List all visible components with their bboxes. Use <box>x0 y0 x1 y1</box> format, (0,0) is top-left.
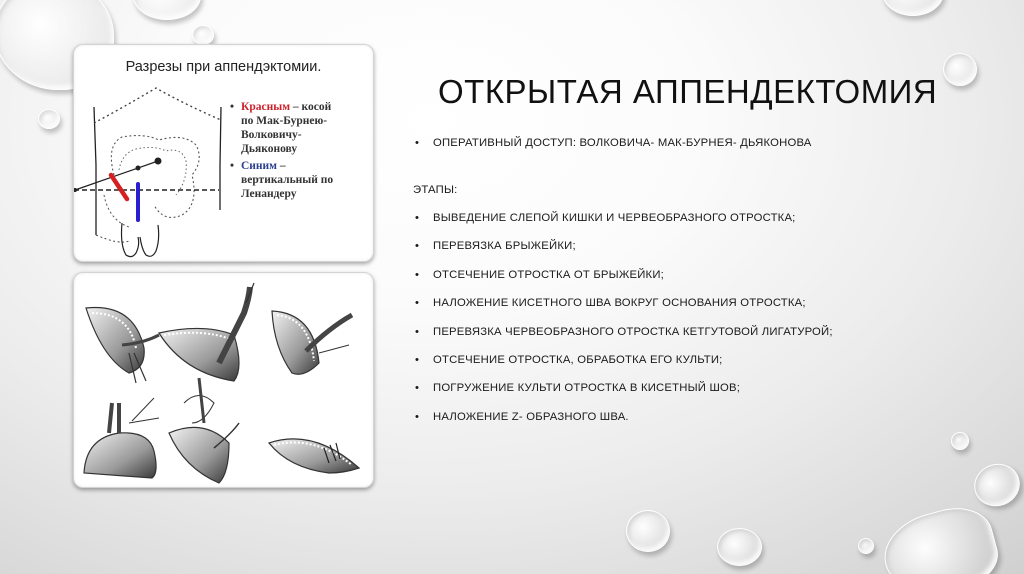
stage-2-drawing <box>159 283 254 381</box>
water-drop-decoration <box>858 538 874 554</box>
stage-4-drawing <box>84 398 159 478</box>
step-item: • ОТСЕЧЕНИЕ ОТРОСТКА ОТ БРЫЖЕЙКИ; <box>413 269 1013 282</box>
water-drop-decoration <box>717 528 762 566</box>
diagram-title: Разрезы при аппендэктомии. <box>125 59 322 75</box>
legend-red-detail: по Мак-Бурнею- Волковичу- Дьяконову <box>241 115 328 155</box>
step-item: • НАЛОЖЕНИЕ КИСЕТНОГО ШВА ВОКРУГ ОСНОВАНИЯ ОТРОСТКА; <box>413 297 1013 310</box>
surgical-stages-illustration <box>74 273 374 488</box>
legend-item-red: • Красным – косой по Мак-Бурнею- Волковичу- Дьяконову <box>230 100 370 156</box>
step-item: • ОТСЕЧЕНИЕ ОТРОСТКА, ОБРАБОТКА ЕГО КУЛЬТИ; <box>413 354 1013 367</box>
slide-content <box>413 137 1013 439</box>
water-drop-decoration <box>133 0 201 20</box>
stage-5-drawing <box>169 378 239 483</box>
water-drop-decoration <box>876 499 1005 574</box>
legend-item-blue: • Синим – вертикальный по Ленандеру <box>230 159 370 201</box>
incision-diagram-panel <box>73 44 374 262</box>
surgical-stages-illustration-panel <box>73 272 374 488</box>
incision-legend <box>230 100 370 204</box>
legend-blue-detail: вертикальный по Ленандеру <box>241 174 334 200</box>
steps-list <box>413 212 1013 424</box>
red-incision <box>111 175 127 199</box>
water-drop-decoration <box>192 25 214 45</box>
stage-1-drawing <box>86 308 159 384</box>
stage-3-drawing <box>272 311 352 374</box>
water-drop-decoration <box>882 0 944 16</box>
slide-title: ОТКРЫТАЯ АППЕНДЕКТОМИЯ <box>438 73 938 110</box>
access-bullet: • ОПЕРАТИВНЫЙ ДОСТУП: ВОЛКОВИЧА- МАК-БУРНЕЯ- ДЬЯКОНОВА <box>413 137 1013 150</box>
stages-label: ЭТАПЫ: <box>413 184 458 196</box>
water-drop-decoration <box>968 457 1024 512</box>
step-item: • ПЕРЕВЯЗКА БРЫЖЕЙКИ; <box>413 240 1013 253</box>
water-drop-decoration <box>38 109 60 129</box>
step-item: • ПЕРЕВЯЗКА ЧЕРВЕОБРАЗНОГО ОТРОСТКА КЕТГУТОВОЙ ЛИГАТУРОЙ; <box>413 326 1013 339</box>
water-drop-decoration <box>626 510 670 552</box>
stage-6-drawing <box>269 439 359 473</box>
step-item: • ВЫВЕДЕНИЕ СЛЕПОЙ КИШКИ И ЧЕРВЕОБРАЗНОГО ОТРОСТКА; <box>413 212 1013 225</box>
step-item: • ПОГРУЖЕНИЕ КУЛЬТИ ОТРОСТКА В КИСЕТНЫЙ ШОВ; <box>413 382 1013 395</box>
water-drop-decoration <box>943 53 977 86</box>
step-item: • НАЛОЖЕНИЕ Z- ОБРАЗНОГО ШВА. <box>413 411 1013 424</box>
